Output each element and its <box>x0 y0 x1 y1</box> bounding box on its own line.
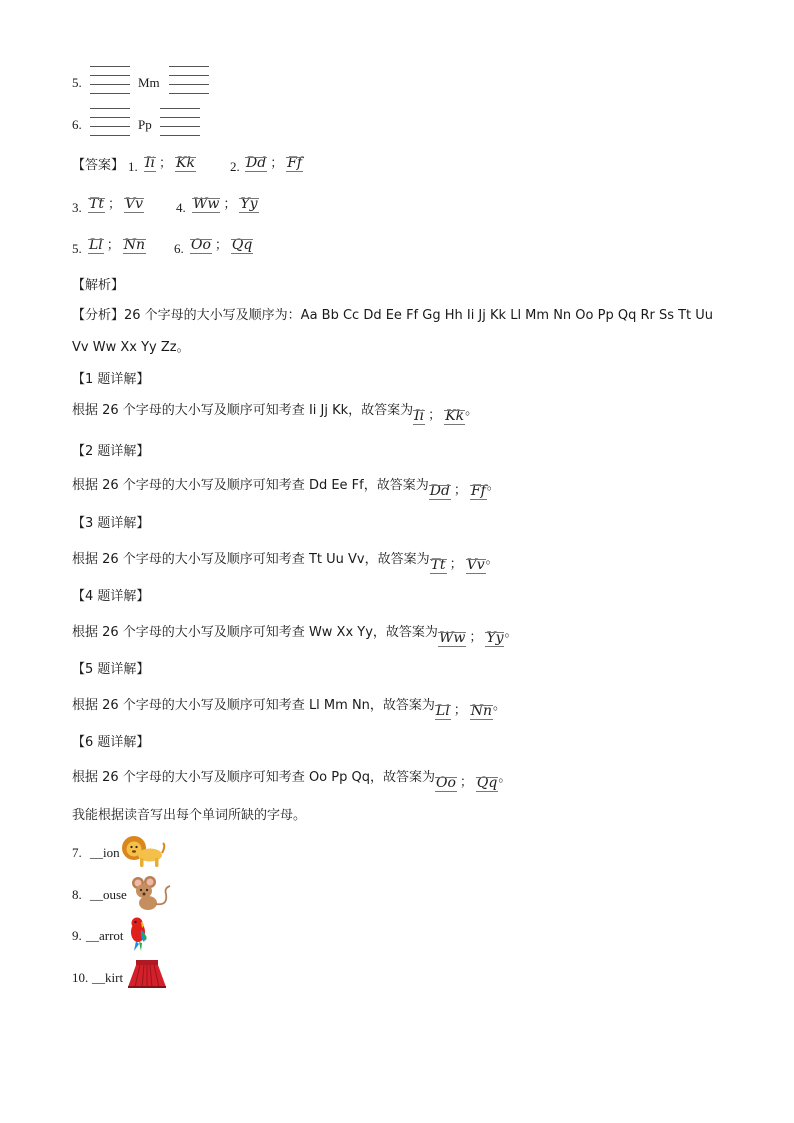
word-with-blank[interactable]: __ouse <box>90 887 127 902</box>
section-instruction: 我能根据读音写出每个单词所缺的字母。 <box>72 808 307 823</box>
detail-title-3: 【3 题详解】 <box>72 516 150 531</box>
handwritten-answer: Ff <box>286 153 303 175</box>
answer-label: 【答案】 <box>72 158 125 173</box>
answer-pair: Tt ； Vv <box>430 555 486 577</box>
detail-line-2: 根据 26 个字母的大小写及顺序可知考查 Dd Ee Ff，故答案为Dd ； Ff。 <box>72 479 500 503</box>
analysis-label: 【解析】 <box>72 278 125 293</box>
writing-blank-left[interactable] <box>90 66 130 96</box>
answer-number: 3. <box>72 200 82 215</box>
question-number: 5. <box>72 75 82 90</box>
answer-pair: Ii ； Kk <box>413 406 465 428</box>
handwritten-answer: Kk <box>175 153 196 175</box>
writing-blank-right[interactable] <box>169 66 209 96</box>
answer-pair-3: Tt ； Vv <box>88 194 144 216</box>
detail-line-4: 根据 26 个字母的大小写及顺序可知考查 Ww Xx Yy，故答案为Ww ； Yy。 <box>72 626 518 650</box>
question-number: 7. <box>72 845 82 860</box>
detail-title-2: 【2 题详解】 <box>72 444 150 459</box>
detail-line-3: 根据 26 个字母的大小写及顺序可知考查 Tt Uu Vv，故答案为Tt ； Vv。 <box>72 553 499 577</box>
analysis-text-line-1: 【分析】26 个字母的大小写及顺序为：Aa Bb Cc Dd Ee Ff Gg Hh Ii Jj Kk Ll Mm Nn Oo Pp Qq Rr Ss Tt Uu <box>72 308 714 323</box>
handwritten-answer: Vv <box>124 194 144 216</box>
handwritten-answer: Qq <box>231 235 253 257</box>
answer-pair: Dd ； Ff <box>429 481 487 503</box>
handwritten-answer: Yy <box>239 194 258 216</box>
writing-blank-left[interactable] <box>90 108 130 138</box>
detail-line-1: 根据 26 个字母的大小写及顺序可知考查 Ii Jj Kk，故答案为Ii ； Kk。 <box>72 404 478 428</box>
handwritten-answer: Ii <box>144 153 156 175</box>
detail-line-6: 根据 26 个字母的大小写及顺序可知考查 Oo Pp Qq，故答案为Oo ； Qq。 <box>72 771 511 795</box>
mouse-icon <box>128 876 172 912</box>
detail-title-1: 【1 题详解】 <box>72 372 150 387</box>
answer-pair-6: Oo ； Qq <box>190 235 253 257</box>
question-number: 6. <box>72 117 82 132</box>
skirt-icon <box>127 958 167 990</box>
answer-pair-5: Ll ； Nn <box>88 235 146 257</box>
given-letters: Pp <box>138 117 152 132</box>
answer-pair: Ww ； Yy <box>438 628 505 650</box>
word-with-blank[interactable]: __arrot <box>86 928 124 943</box>
detail-title-4: 【4 题详解】 <box>72 589 150 604</box>
answer-number: 4. <box>176 200 186 215</box>
question-number: 10. <box>72 970 89 985</box>
detail-title-5: 【5 题详解】 <box>72 662 150 677</box>
handwritten-answer: Oo <box>190 235 212 257</box>
word-with-blank[interactable]: __ion <box>90 845 120 860</box>
answer-pair-2: Dd ； Ff <box>245 153 303 175</box>
detail-line-5: 根据 26 个字母的大小写及顺序可知考查 Ll Mm Nn，故答案为Ll ； Nn。 <box>72 699 506 723</box>
answer-number: 6. <box>174 241 184 256</box>
answer-pair-1: Ii ； Kk <box>144 153 196 175</box>
handwritten-answer: Tt <box>88 194 105 216</box>
handwritten-answer: Ww <box>192 194 220 216</box>
question-number: 8. <box>72 887 82 902</box>
answer-number: 5. <box>72 241 82 256</box>
detail-title-6: 【6 题详解】 <box>72 735 150 750</box>
answer-pair: Ll ； Nn <box>435 701 493 723</box>
writing-blank-right[interactable] <box>160 108 200 138</box>
answer-number: 1. <box>128 159 138 174</box>
handwritten-answer: Nn <box>123 235 146 257</box>
handwritten-answer: Ll <box>88 235 104 257</box>
lion-icon <box>120 834 166 868</box>
handwritten-answer: Dd <box>245 153 267 175</box>
question-number: 9. <box>72 928 82 943</box>
answer-pair-4: Ww ； Yy <box>192 194 259 216</box>
parrot-icon <box>126 916 152 952</box>
analysis-text-line-2: Vv Ww Xx Yy Zz。 <box>72 340 190 355</box>
given-letters: Mm <box>138 75 160 90</box>
word-with-blank[interactable]: __kirt <box>92 970 124 985</box>
answer-pair: Oo ； Qq <box>435 773 498 795</box>
answer-number: 2. <box>230 159 240 174</box>
